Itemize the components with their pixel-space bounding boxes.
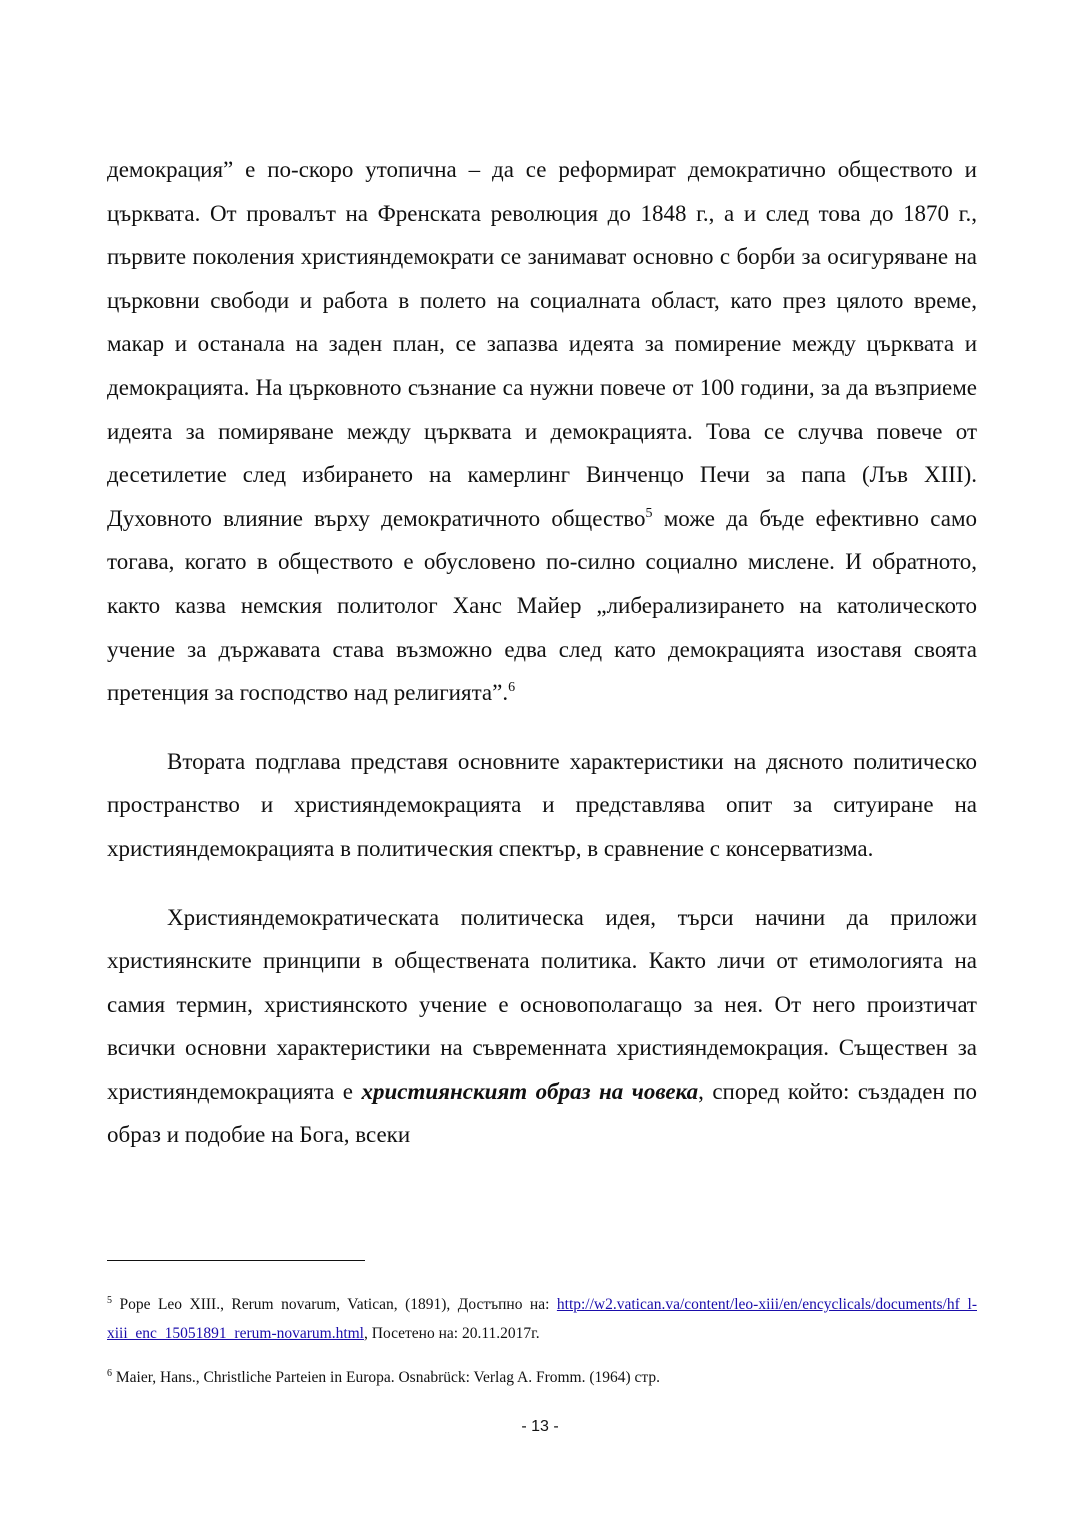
paragraph-3-text: Християндемократическата политическа идея, търси начини да приложи християнските принципи в обществената политика. Както личи от етимологията на самия термин, християнското учение е основополагащо за нея. От него произтичат всички основни характеристики на съвременната християндемокрация. Съществен за християндемокрацията е [107,904,977,1104]
paragraph-1 [107,148,977,715]
paragraph-2-text: Втората подглава представя основните характеристики на дясното политическо пространство и християндемокрацията и представлява опит за ситуиране на християндемокрацията в политическия спектър, в сравнение с консерватизма. [107,748,977,861]
footnote-6-number: 6 [107,1368,112,1379]
footnote-5-link[interactable]: http://w2.vatican.va/content/leo-xiii/en/encyclicals/documents/hf_l-xiii_enc_15051891_rerum-novarum.html [107,1296,977,1342]
paragraph-3 [107,896,977,1158]
footnote-separator [107,1260,365,1261]
footnotes [107,1290,977,1392]
body-text [107,148,977,1157]
emphasized-term: християнският образ на човека [361,1078,699,1104]
paragraph-1-text-continued: може да бъде ефективно само тогава, когато в обществото е обусловено по-силно социално мислене. И обратното, както казва немския политолог Ханс Майер „либерализирането на католическото учение за държавата става възможно едва след като демокрацията изоставя своята претенция за господство над религията”. [107,505,977,706]
footnote-ref-6[interactable]: 6 [508,680,516,696]
page-number: - 13 - [521,1418,559,1435]
footnote-5-suffix: , Посетено на: 20.11.2017г. [364,1325,540,1342]
footnote-6-text: Maier, Hans., Christliche Parteien in Europa. Osnabrück: Verlag A. Fromm. (1964) стр. [112,1369,661,1386]
footnote-6 [107,1363,977,1392]
footnote-5-text: Pope Leo XIII., Rerum novarum, Vatican, (1891), Достъпно на: [112,1296,557,1313]
footnote-5-number: 5 [107,1295,112,1306]
footnote-5 [107,1290,977,1348]
paragraph-3-text-continued: , според който: създаден по образ и подобие на Бога, всеки [107,1078,978,1148]
paragraph-1-text: демокрация” е по-скоро утопична – да се реформират демократично обществото и църквата. От провалът на Френската революция до 1848 г., а и след това до 1870 г., първите поколения християндемократи се занимават основно с борби за осигуряване на църковни свободи и работа в полето на социалната област, като през цялото време, макар и останала на заден план, се запазва идеята за помирение между църквата и демокрацията. На църковното съзнание са нужни повече от 100 години, за да възприеме идеята за помиряване между църквата и демокрацията. Това се случва повече от десетилетие след избирането на камерлинг Винченцо Печи за папа (Лъв XIII). Духовното влияние върху демократичното общество [107,157,977,531]
footnote-ref-5[interactable]: 5 [645,505,653,521]
paragraph-2 [107,740,977,871]
